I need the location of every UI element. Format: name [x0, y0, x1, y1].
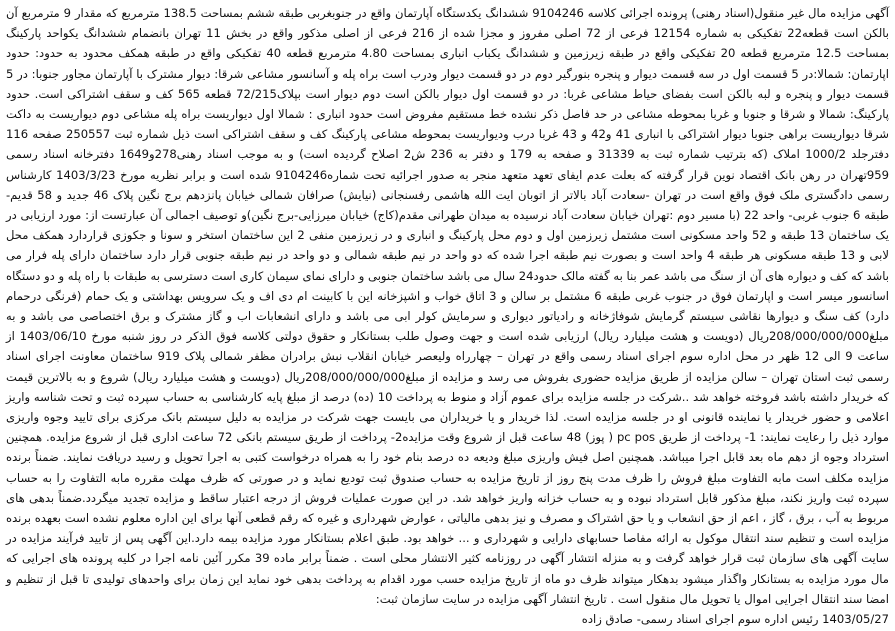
notice-signature: 1403/05/27 رئیس اداره سوم اجرای اسناد رسمی- صادق زاده	[581, 612, 889, 627]
notice-body: آگهی مزایده مال غیر منقول(اسناد رهنی) پرونده اجرائی کلاسه 9104246 ششدانگ یکدستگاه آپارتمان واقع در جنوبغربی طبقه ششم بمساحت 138.5 مترمربع که مقدار 9 مترمربع آن بالکن است قطعه22 تفکیکی به شماره 12154 فرعی از 72 اصلی مفروز و مجزا شده از 216 فرعی از اصلی مذکور واقع در بخش 11 تهران بانضمام ششدانگ یکواحد پارکینگ بمساحت 12.5 مترمربع قطعه 20 تفکیکی واقع در طبقه زیرزمین و ششدانگ یکباب انباری بمساحت 4.80 مترمربع قطعه 40 تفکیکی واقع در طبقه همکف محدود به حدود: حدود اپارتمان: شمالا:در 5 قسمت اول در سه قسمت دیوار و پنجره بنورگیر دوم در دو قسمت دیوار ودرب است براه پله و آسانسور مشاعی شرقا: دیوار مشترک با آپارتمان مجاور جنوبا: در 5 قسمت دیوار و پنجره و لبه بالکن است بفضای حیاط مشاعی غربا: در دو قسمت اول دیوار بالکن است دوم دیوار است بپلاک72/215 قطعه 565 کف و سقف اشتراکی است. حدود پارکینگ: شمالا و شرقا و جنوبا و غربا بمحوطه مشاعی در حد فاصل ذکر نشده خط مستقیم مفروض است حدود انباری : شمالا اول دیواریست براه پله مشاعی دوم دیواریست به داکت شرقا دیواریست براهی جنوبا دیوار اشتراکی با انباری 41 و42 و 43 غربا درب ودیواریست بمحوطه مشاعی پارکینگ کف و سقف اشتراکی است ذیل شماره ثبت 250557 صفحه 116 دفترجلد 1000/2 املاک (که بترتیب شماره ثبت به 31339 و صفحه به 179 و دفتر به 236 ش2 اصلاح گردیده است) و به موجب اسناد رهنی278و1649 دفترخانه اسناد رسمی 959تهران در رهن بانک اقتصاد نوین قرار گرفته که بعلت عدم ایفای تعهد متعهد منجر به صدور اجرائیه تحت شماره9104246 شده است و برابر نظریه مورخ 1403/3/23 کارشناس رسمی دادگستری ملک فوق واقع است در تهران -سعادت آباد بالاتر از اتوبان ایت الله هاشمی رفسنجانی (نیایش) صرافان شمالی خیابان پانزدهم برج نگین پلاک 46 جدید و 58 قدیم- طبقه 6 جنوب غربی- واحد 22 (با مسیر دوم :تهران خیابان سعادت آباد نرسیده به میدان طهرانی مقدم(کاج) خیابان میرزایی-برج نگین)و توصیف اجمالی آن عبارتست از: مورد ارزیابی در یک ساختمان 13 طبقه و 52 واحد مسکونی است مشتمل زیرزمین اول و دوم محل پارکینگ و انباری و در زیرزمین منفی 2 این ساختمان استخر و سونا و جکوزی قراردارد همکف محل لابی و 13 طبقه مسکونی هر طبقه 4 واحد است و بصورت نیم طبقه اجرا شده که دو واحد در نیم طبقه شمالی و دو واحد در نیم طبقه جنوبی قرار دارد ساختمان دارای پله فرار می باشد که کف و دیواره های آن از سنگ می باشد عمر بنا به گفته مالک حدود24 سال می باشد ساختمان جنوبی و دارای نمای سیمان کاری است دسترسی به طبقات با راه پله و دو دستگاه اسانسور میسر است و اپارتمان فوق در جنوب غربی طبقه 6 مشتمل بر سالن و 3 اتاق خواب و اشپزخانه این با کابینت ام دی اف و یک سرویس بهداشتی و یک حمام (فرنگی درحمام دارد) کف سنگ و دیوارها نقاشی سیستم گرمایش شوفاژخانه و رادیاتور دیواری و سرمایش کولر ابی می باشد و دارای انشعابات اب و گاز مشترک و برق اختصاصی می باشد و به مبلغ208/000/000/000ریال (دویست و هشت میلیارد ریال) ارزیابی شده است و جهت وصول طلب بستانکار و حقوق دولتی کلاسه فوق الذکر در روز شنبه مورخ 1403/06/10 از ساعت 9 الی 12 ظهر در محل اداره سوم اجرای اسناد رسمی واقع در تهران – چهارراه ولیعصر خیابان انقلاب نبش برادران مظفر شمالی پلاک 919 ساختمان معاونت اجرای اسناد رسمی ثبت استان تهران – سالن مزایده از طریق مزایده حضوری بفروش می رسد و مزایده از مبلغ208/000/000/000ریال (دویست و هشت میلیارد ریال) شروع و به بالاترین قیمت که خریدار داشته باشد فروخته خواهد شد ..شرکت در جلسه مزایده برای عموم آزاد و منوط به پرداخت 10 (ده) درصد از مبلغ پایه کارشناسی به حساب سپرده ثبت و تحت شناسه واریز اعلامی و حضور خریدار یا نماینده قانونی او در جلسه مزایده است. لذا خریدار و یا خریداران می بایست جهت شرکت در مزایده به دلیل سیستم بانک مرکزی برای تایید وجوه واریزی موارد ذیل را رعایت نمایند: 1- پرداخت از طریق pc pos ( پوز) 48 ساعت قبل از شروع وقت مزایده2- پرداخت از طریق سیستم بانکی 72 ساعت اداری قبل از شروع مزایده. همچنین استرداد وجوه از دهم ماه بعد قابل اجرا میباشد. همچنین اصل فیش واریزی مبلغ ودیعه ده درصد بنام خود را به همراه درخواست کتبی به اجرا تحویل و رسید دریافت نمایند. ضمناً برنده مزایده مکلف است مابه التفاوت مبلغ فروش را ظرف مدت پنج روز از تاریخ مزایده به حساب صندوق ثبت تودیع نماید و در صورتی که ظرف مهلت مقرره مابه التفاوت را به حساب سپرده ثبت واریز نکند، مبلغ مذکور قابل استرداد نبوده و به حساب خزانه واریز خواهد شد. در این صورت عملیات فروش از درجه اعتبار ساقط و مزایده تجدید میگردد.ضمناً بدهی های مربوط به آب ، برق ، گاز ، اعم از حق انشعاب و یا حق اشتراک و مصرف و نیز بدهی مالیاتی ، عوارض شهرداری و غیره که رقم قطعی آنها برای این اداره معلوم نشده است بعهده برنده مزایده است و تنظیم سند انتقال موکول به ارائه مفاصا حسابهای دارایی و شهرداری و ... خواهد بود. طبق اعلام بستانکار مورد مزایده بیمه دارد.این آگهی پس از تایید فرآیند مزایده در سایت آگهی های سازمان ثبت قرار خواهد گرفت و به منزله انتشار آگهی در روزنامه کثیر الانتشار محلی است . ضمناً برابر ماده 39 مکرر آئین نامه اجرا در کلیه پرونده های اجرایی که مال مورد مزایده به بستانکار واگذار میشود بدهکار میتواند ظرف دو ماه از تاریخ مزایده حسب مورد اقدام به پرداخت بدهی خود نماید این زمان برای واحدهای تولیدی تا قبل از تنظیم و امضا سند انتقال اجرایی اموال یا تحویل مال منقول است . تاریخ انتشار آگهی مزایده در سایت سازمان ثبت:	[6, 6, 890, 606]
